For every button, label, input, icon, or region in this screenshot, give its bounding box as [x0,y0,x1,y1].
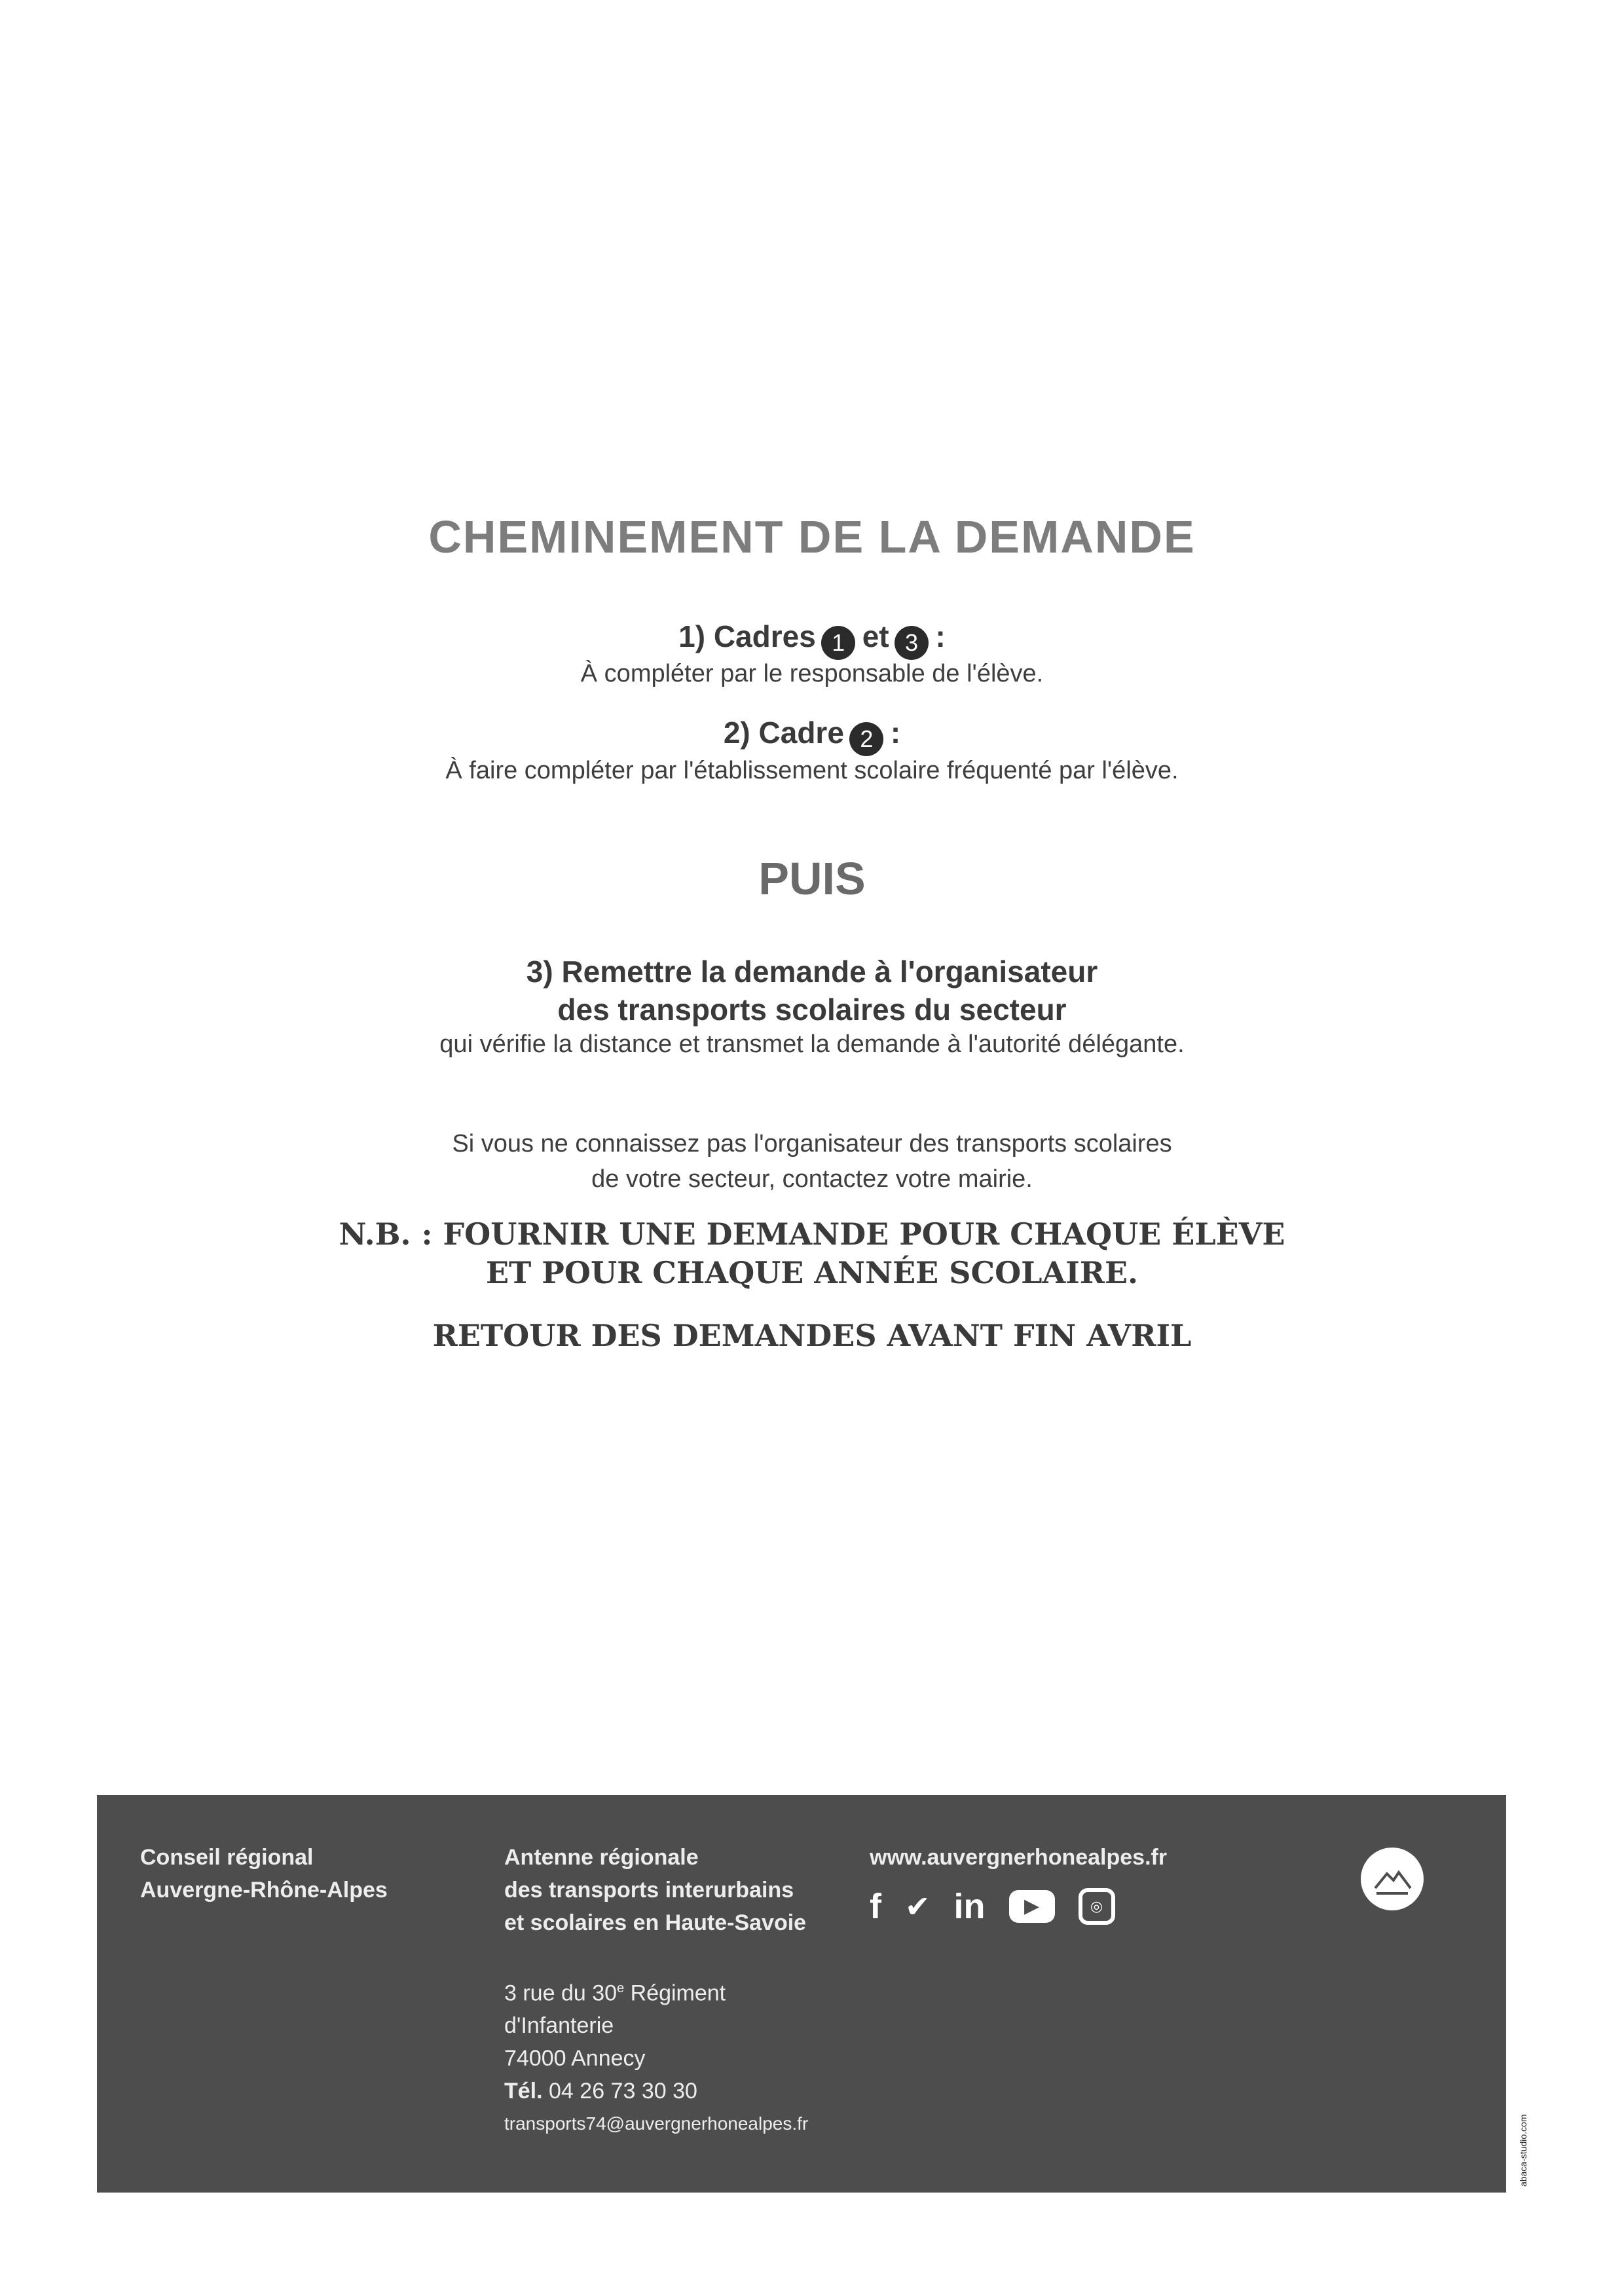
number-1-badge: 1 [821,626,855,660]
note-line2: de votre secteur, contactez votre mairie. [591,1165,1033,1193]
youtube-icon[interactable]: ▶ [1009,1890,1055,1923]
step-2-description: À faire compléter par l'établissement scolaire fréquenté par l'élève. [445,757,1179,784]
step-1-heading [0,619,1624,660]
org-line1: Conseil régional [140,1845,314,1870]
step-1-suffix: : [935,619,946,653]
step-1-description: À compléter par le responsable de l'élève. [580,660,1044,687]
puis-heading: PUIS [758,853,866,904]
antenne-line1: Antenne régionale [504,1845,699,1870]
telephone-label: Tél. [504,2079,543,2104]
step-1-prefix: 1) Cadres [678,619,816,653]
antenne-line2: des transports interurbains [504,1878,794,1903]
region-logo-icon [1361,1848,1424,1910]
region-logo-mountain-icon [1361,1848,1424,1910]
facebook-icon[interactable]: f [870,1887,881,1926]
telephone [504,2075,808,2107]
number-2-badge: 2 [849,722,883,756]
org-line2: Auvergne-Rhône-Alpes [140,1878,388,1903]
nb-line1: N.B. : FOURNIR UNE DEMANDE POUR CHAQUE ÉLÈVE [339,1216,1285,1252]
step-3-heading-line1: 3) Remettre la demande à l'organisateur [526,955,1098,989]
retour-deadline: RETOUR DES DEMANDES AVANT FIN AVRIL [432,1318,1192,1353]
note-line1: Si vous ne connaissez pas l'organisateur des transports scolaires [452,1130,1172,1157]
address-street: 3 rue du 30 [504,1980,618,2006]
telephone-number: 04 26 73 30 30 [542,2079,697,2104]
page-title: CHEMINEMENT DE LA DEMANDE [428,511,1196,562]
address-line2: d'Infanterie [504,2013,614,2039]
nb-line2: ET POUR CHAQUE ANNÉE SCOLAIRE. [485,1255,1139,1290]
linkedin-icon[interactable]: in [953,1887,986,1926]
address-sup: e [617,1981,625,1995]
step-2-suffix: : [890,716,901,750]
address-line3: 74000 Annecy [504,2046,646,2071]
twitter-icon[interactable]: ✔ [904,1889,931,1923]
number-3-badge: 3 [895,626,929,660]
social-icons [870,1887,1115,1926]
step-1-mid: et [862,619,889,653]
address-street-end: Régiment [624,1980,726,2006]
antenne-block [504,1841,808,2140]
studio-credit: abaca-studio.com [1518,2114,1528,2187]
website-link[interactable]: www.auvergnerhonealpes.fr [870,1845,1168,1870]
instagram-icon[interactable]: ◎ [1079,1888,1115,1925]
step-2-prefix: 2) Cadre [723,716,844,750]
org-name [140,1841,388,1906]
footer-contact-block [97,1795,1506,2193]
step-2-heading [0,715,1624,756]
address-line1 [504,1972,808,2009]
step-3-heading-line2: des transports scolaires du secteur [557,993,1067,1027]
step-3-description: qui vérifie la distance et transmet la demande à l'autorité délégante. [439,1030,1185,1058]
email-link[interactable]: transports74@auvergnerhonealpes.fr [504,2113,809,2134]
antenne-line3: et scolaires en Haute-Savoie [504,1910,807,1935]
